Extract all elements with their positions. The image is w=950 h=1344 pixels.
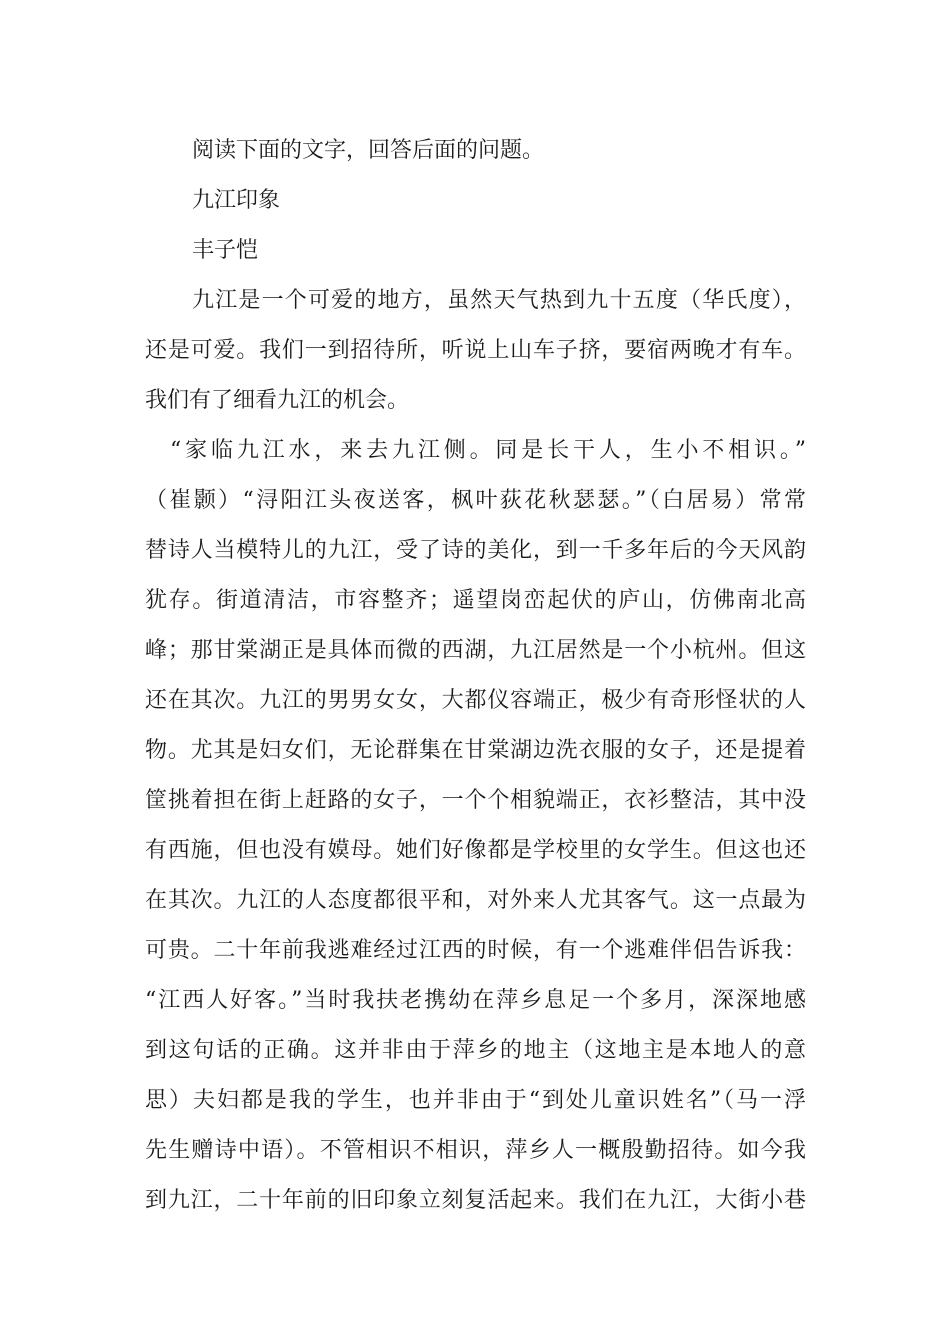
- essay-author: 丰子恺: [192, 238, 259, 263]
- paragraph-line: （崔颢）“浔阳江头夜送客，枫叶荻花秋瑟瑟。”（白居易）常常: [145, 488, 806, 513]
- paragraph-line: 思）夫妇都是我的学生，也并非由于“到处儿童识姓名”（马一浮: [145, 1088, 806, 1113]
- paragraph-line: 先生赠诗中语）。不管相识不相识，萍乡人一概殷勤招待。如今我: [145, 1138, 806, 1163]
- paragraph-line: 到九江，二十年前的旧印象立刻复活起来。我们在九江，大街小巷: [145, 1188, 806, 1213]
- paragraph-line: 还是可爱。我们一到招待所，听说上山车子挤，要宿两晚才有车。: [145, 338, 806, 363]
- essay-title: 九江印象: [192, 188, 281, 213]
- paragraph-line: 犹存。街道清洁，市容整齐；遥望岗峦起伏的庐山，仿佛南北高: [145, 588, 806, 613]
- paragraph-line: 到这句话的正确。这并非由于萍乡的地主（这地主是本地人的意: [145, 1038, 806, 1063]
- paragraph-line: 九江是一个可爱的地方，虽然天气热到九十五度（华氏度），: [192, 288, 806, 313]
- paragraph-line: 物。尤其是妇女们，无论群集在甘棠湖边洗衣服的女子，还是提着: [145, 738, 806, 763]
- paragraph-line: 在其次。九江的人态度都很平和，对外来人尤其客气。这一点最为: [145, 888, 806, 913]
- paragraph-line: 我们有了细看九江的机会。: [145, 388, 410, 413]
- paragraph-line: 还在其次。九江的男男女女，大都仪容端正，极少有奇形怪状的人: [145, 688, 806, 713]
- paragraph-line: 可贵。二十年前我逃难经过江西的时候，有一个逃难伴侣告诉我：: [145, 938, 806, 963]
- paragraph-line: 替诗人当模特儿的九江，受了诗的美化，到一千多年后的今天风韵: [145, 538, 806, 563]
- paragraph-line: “家临九江水，来去九江侧。同是长干人，生小不相识。”: [170, 438, 806, 463]
- paragraph-line: 有西施，但也没有嫫母。她们好像都是学校里的女学生。但这也还: [145, 838, 806, 863]
- paragraph-line: “江西人好客。”当时我扶老携幼在萍乡息足一个多月，深深地感: [145, 988, 806, 1013]
- paragraph-line: 筐挑着担在街上赶路的女子，一个个相貌端正，衣衫整洁，其中没: [145, 788, 806, 813]
- paragraph-line: 峰；那甘棠湖正是具体而微的西湖，九江居然是一个小杭州。但这: [145, 638, 806, 663]
- instruction-line: 阅读下面的文字，回答后面的问题。: [192, 138, 545, 163]
